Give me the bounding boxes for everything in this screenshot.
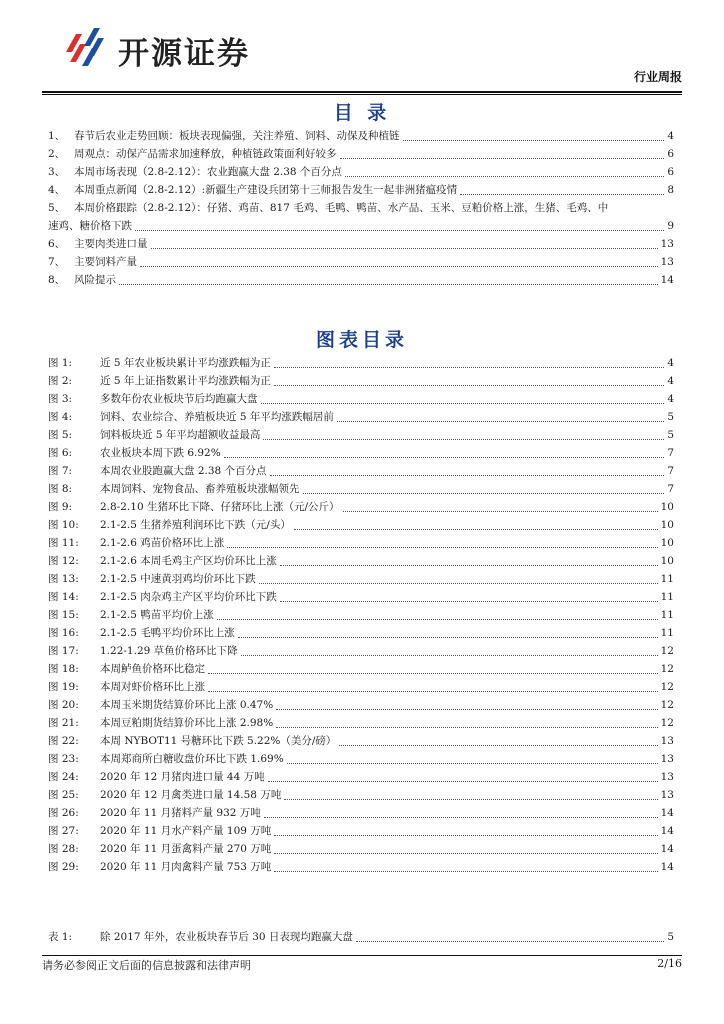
- figure-entry[interactable]: 图 15: 2.1-2.5 鸭苗平均价上涨 11: [48, 609, 674, 621]
- dot-leader: [264, 817, 658, 818]
- dot-leader: [208, 691, 658, 692]
- dot-leader: [280, 565, 658, 566]
- figure-entry[interactable]: 图 1: 近 5 年农业板块累计平均涨跌幅为正 4: [48, 357, 674, 369]
- figure-entry[interactable]: 图 25: 2020 年 12 月禽类进口量 14.58 万吨 13: [48, 789, 674, 801]
- dot-leader: [274, 871, 657, 872]
- toc-entry[interactable]: 8、 风险提示 14: [48, 274, 674, 286]
- dot-leader: [284, 799, 657, 800]
- figures-heading: 图表目录: [315, 329, 408, 351]
- figure-entry[interactable]: 图 17: 1.22-1.29 草鱼价格环比下降 12: [48, 645, 674, 657]
- dot-leader: [274, 853, 657, 854]
- dot-leader: [340, 158, 665, 159]
- figure-entry[interactable]: 图 22: 本周 NYBOT11 号糖环比下跌 5.22%（美分/磅） 13: [48, 735, 674, 747]
- dot-leader: [140, 266, 658, 267]
- dot-leader: [303, 493, 665, 494]
- toc-heading: 目 录: [333, 102, 391, 124]
- dot-leader: [227, 547, 657, 548]
- dot-leader: [263, 439, 664, 440]
- figure-entry[interactable]: 图 20: 本周玉米期货结算价环比上涨 0.47% 12: [48, 699, 674, 711]
- table-entry[interactable]: 表 1: 除 2017 年外，农业板块春节后 30 日表现均跑赢大盘 5: [48, 931, 674, 943]
- dot-leader: [270, 475, 665, 476]
- dot-leader: [224, 457, 665, 458]
- toc-entry[interactable]: 1、 春节后农业走势回顾：板块表现偏强，关注养殖、饲料、动保及种植链 4: [48, 130, 674, 142]
- dot-leader: [259, 583, 658, 584]
- figure-entry[interactable]: 图 9: 2.8-2.10 生猪环比下降、仔猪环比上涨（元/公斤） 10: [48, 501, 674, 513]
- dot-leader: [208, 673, 658, 674]
- dot-leader: [460, 194, 664, 195]
- toc-entry[interactable]: 3、 本周市场表现（2.8-2.12）：农业跑赢大盘 2.38 个百分点 6: [48, 166, 674, 178]
- table-list: [48, 928, 674, 946]
- brand-logo-icon: [62, 22, 108, 72]
- dot-leader: [356, 941, 664, 942]
- dot-leader: [276, 727, 657, 728]
- figure-list: [48, 354, 674, 876]
- toc-entry[interactable]: 2、 周观点：动保产品需求加速释放，种植链政策面利好较多 6: [48, 148, 674, 160]
- figure-entry[interactable]: 图 14: 2.1-2.5 肉杂鸡主产区平均价环比下跌 11: [48, 591, 674, 603]
- dot-leader: [337, 421, 664, 422]
- dot-leader: [276, 709, 657, 710]
- figure-entry[interactable]: 图 12: 2.1-2.6 本周毛鸡主产区均价环比上涨 10: [48, 555, 674, 567]
- page-header: [42, 14, 682, 84]
- dot-leader: [287, 763, 658, 764]
- figure-entry[interactable]: 图 24: 2020 年 12 月猪肉进口量 44 万吨 13: [48, 771, 674, 783]
- header-divider: [42, 91, 682, 93]
- figure-entry[interactable]: 图 21: 本周豆粕期货结算价环比上涨 2.98% 12: [48, 717, 674, 729]
- figure-entry[interactable]: 图 5: 饲料板块近 5 年平均超额收益最高 5: [48, 429, 674, 441]
- dot-leader: [151, 248, 658, 249]
- toc-entry[interactable]: 6、 主要肉类进口量 13: [48, 238, 674, 250]
- toc-list: [48, 127, 674, 289]
- figure-entry[interactable]: 图 4: 饲料、农业综合、养殖板块近 5 年平均涨跌幅居前 5: [48, 411, 674, 423]
- dot-leader: [345, 176, 664, 177]
- header-divider-thin: [42, 94, 682, 95]
- figure-entry[interactable]: 图 18: 本周鲈鱼价格环比稳定 12: [48, 663, 674, 675]
- toc-entry[interactable]: 4、 本周重点新闻（2.8-2.12）:新疆生产建设兵团第十三师报告发生一起非洲猪瘟疫情 8: [48, 184, 674, 196]
- figure-entry[interactable]: 图 3: 多数年份农业板块节后均跑赢大盘 4: [48, 393, 674, 405]
- figure-entry[interactable]: 图 6: 农业板块本周下跌 6.92% 7: [48, 447, 674, 459]
- figure-entry[interactable]: 图 28: 2020 年 11 月蛋禽料产量 270 万吨 14: [48, 843, 674, 855]
- toc-entry[interactable]: 7、 主要饲料产量 13: [48, 256, 674, 268]
- figure-entry[interactable]: 图 16: 2.1-2.5 毛鸭平均价环比上涨 11: [48, 627, 674, 639]
- brand-name: 开源证券: [118, 36, 250, 72]
- figure-entry[interactable]: 图 2: 近 5 年上证指数累计平均涨跌幅为正 4: [48, 375, 674, 387]
- dot-leader: [241, 655, 658, 656]
- figure-entry[interactable]: 图 29: 2020 年 11 月肉禽料产量 753 万吨 14: [48, 861, 674, 873]
- dot-leader: [403, 140, 665, 141]
- figure-entry[interactable]: 图 10: 2.1-2.5 生猪养殖利润环比下跌（元/头） 10: [48, 519, 674, 531]
- report-type-label: 行业周报: [633, 70, 682, 84]
- dot-leader: [280, 601, 658, 602]
- footer-divider: [42, 955, 682, 956]
- page-number: 2/16: [657, 957, 682, 970]
- dot-leader: [343, 511, 658, 512]
- figure-entry[interactable]: 图 27: 2020 年 11 月水产料产量 109 万吨 14: [48, 825, 674, 837]
- toc-entry[interactable]: 5、 本周价格跟踪（2.8-2.12）：仔猪、鸡苗、817 毛鸡、毛鸭、鸭苗、水产品、玉米、豆粕价格上涨，生猪、毛鸡、中 速鸡、糖价格下跌 9: [48, 202, 674, 232]
- figure-entry[interactable]: 图 8: 本周饲料、宠物食品、畜养殖板块涨幅领先 7: [48, 483, 674, 495]
- dot-leader: [217, 619, 658, 620]
- footer-disclaimer: 请务必参阅正文后面的信息披露和法律声明: [42, 959, 251, 972]
- dot-leader: [135, 230, 664, 231]
- figure-entry[interactable]: 图 11: 2.1-2.6 鸡苗价格环比上涨 10: [48, 537, 674, 549]
- dot-leader: [119, 284, 658, 285]
- figure-entry[interactable]: 图 23: 本周郑商所白糖收盘价环比下跌 1.69% 13: [48, 753, 674, 765]
- dot-leader: [339, 745, 657, 746]
- dot-leader: [274, 835, 657, 836]
- figure-entry[interactable]: 图 7: 本周农业股跑赢大盘 2.38 个百分点 7: [48, 465, 674, 477]
- figure-entry[interactable]: 图 26: 2020 年 11 月猪料产量 932 万吨 14: [48, 807, 674, 819]
- dot-leader: [274, 385, 664, 386]
- dot-leader: [268, 781, 658, 782]
- dot-leader: [294, 529, 658, 530]
- figure-entry[interactable]: 图 19: 本周对虾价格环比上涨 12: [48, 681, 674, 693]
- dot-leader: [274, 367, 664, 368]
- dot-leader: [238, 637, 658, 638]
- dot-leader: [261, 403, 665, 404]
- figure-entry[interactable]: 图 13: 2.1-2.5 中速黄羽鸡均价环比下跌 11: [48, 573, 674, 585]
